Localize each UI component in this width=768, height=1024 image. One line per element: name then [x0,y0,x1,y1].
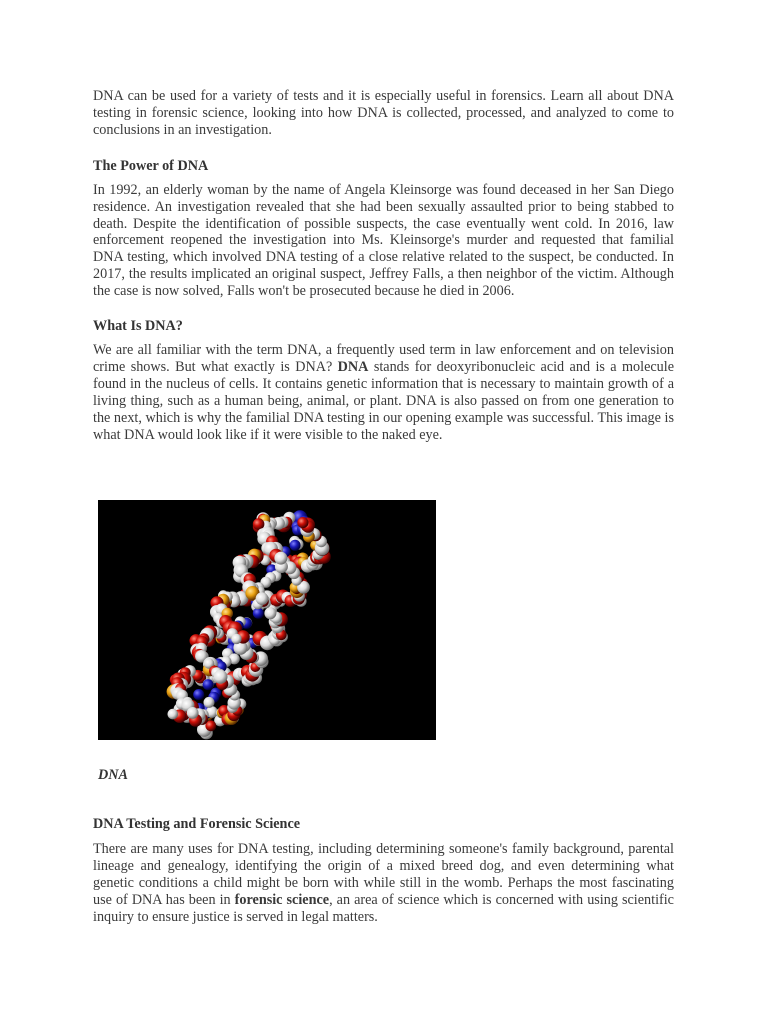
forensic-section [93,816,674,926]
document-body [93,88,674,459]
atom-sphere [214,670,228,684]
forensic-science-term: forensic science [234,891,330,908]
forensic-text-2: , an area of science which is concerned with using scientific inquiry to ensure justice is served in legal matters. [93,891,674,925]
dna-term: DNA [337,358,369,375]
atom-sphere [168,709,179,720]
atom-sphere [204,697,215,708]
atom-sphere [231,634,241,644]
atom-sphere [274,552,287,565]
power-of-dna-paragraph: In 1992, an elderly woman by the name of Angela Kleinsorge was found deceased in her San Diego residence. An investigation revealed that she had been sexually assaulted prior to being stabbed to death. Despite the identification of possible suspects, the case eventually went cold. In 2016, law enforcement reopened the investigation into Ms. Kleinsorge's murder and requested that familial DNA testing, which involved DNA testing of a close relative related to the suspect, be conducted. In 2017, the results implicated an original suspect, Jeffrey Falls, a then neighbor of the victim. Although the case is now solved, Falls won't be prosecuted because he died in 2006. [93,181,674,300]
forensic-text-1: There are many uses for DNA testing, including determining someone's family background, parental lineage and genealogy, identifying the origin of a mixed breed dog, and even determining what genetic conditions a child might be born with while still in the womb. Perhaps the most fascinating use of DNA has been in [93,841,674,908]
heading-what-is-dna: What Is DNA? [93,318,183,335]
forensic-paragraph [93,841,674,926]
atom-sphere [264,607,276,619]
dna-molecule-image [98,500,436,740]
atom-sphere [187,707,199,719]
intro-paragraph: DNA can be used for a variety of tests and it is especially useful in forensics. Learn all about DNA testing in forensic science, looking into how DNA is collected, processed, and analyzed to come to conclusions in an investigation. [93,88,674,138]
atom-sphere [297,517,308,528]
atom-sphere [203,679,214,690]
what-is-dna-text-1: We are all familiar with the term DNA, a frequently used term in law enforcement and on television crime shows. But what exactly is DNA? [93,342,674,375]
atom-sphere [193,689,204,700]
heading-dna-testing-forensic-science: DNA Testing and Forensic Science [93,816,301,832]
dna-molecule-illustration [98,500,436,740]
what-is-dna-paragraph [93,342,674,443]
atom-sphere [256,592,269,605]
atom-sphere [253,608,264,619]
figure-caption: DNA [98,767,128,783]
what-is-dna-text-2: stands for deoxyribonucleic acid and is a molecule found in the nucleus of cells. It contains genetic information that is necessary to maintain growth of a living thing, such as a human being, animal, or plant. DNA is also passed on from one generation to the next, which is why the familial DNA testing in our opening example was successful. This image is what DNA would look like if it were visible to the naked eye. [93,358,675,443]
heading-power-of-dna: The Power of DNA [93,157,209,174]
atom-sphere [290,540,301,551]
